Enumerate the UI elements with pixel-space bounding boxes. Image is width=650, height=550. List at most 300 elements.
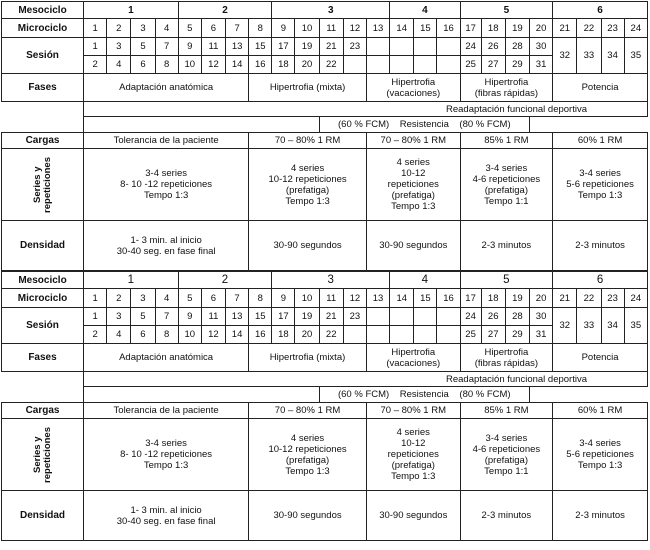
microciclo-cell: 6 — [201, 19, 225, 38]
fase-cell: Hipertrofia (mixta) — [249, 344, 367, 372]
sesion-cell: 8 — [155, 56, 178, 74]
sesion-cell: 16 — [249, 326, 272, 344]
sesion-cell: 20 — [295, 326, 319, 344]
sesion-cell: 33 — [577, 38, 601, 74]
cargas-cell: 70 – 80% 1 RM — [366, 133, 460, 149]
series-line: 5-6 repeticiones — [566, 179, 634, 190]
table-copy-top — [1, 1, 649, 271]
microciclo-cell: 4 — [155, 289, 178, 308]
densidad-cell — [84, 491, 249, 541]
microciclo-cell: 13 — [366, 19, 389, 38]
sesion-cell: 35 — [624, 38, 647, 74]
sesion-cell — [437, 308, 460, 326]
densidad-cell — [249, 491, 367, 541]
series-cell — [553, 419, 648, 491]
sesion-cell: 13 — [226, 308, 249, 326]
series-line: 10-12 — [401, 438, 426, 449]
fase-cell — [460, 74, 553, 102]
sesion-cell: 32 — [553, 38, 577, 74]
series-line: (prefatiga) — [391, 460, 435, 471]
sesion-cell: 2 — [84, 56, 107, 74]
microciclo-cell: 22 — [577, 289, 601, 308]
mesociclo-cell: 6 — [553, 272, 648, 289]
series-row — [2, 419, 648, 491]
sesion-cell — [390, 326, 414, 344]
densidad-label: Densidad — [2, 221, 84, 271]
sesion-cell: 18 — [272, 326, 295, 344]
sesion-cell — [437, 326, 460, 344]
densidad-line: 30-90 segundos — [379, 510, 448, 521]
microciclo-cell: 3 — [131, 19, 155, 38]
sesion-cell — [437, 38, 460, 56]
densidad-row — [2, 221, 648, 271]
mesociclo-cell: 2 — [178, 272, 272, 289]
microciclo-cell: 22 — [577, 19, 601, 38]
sesion-cell: 26 — [481, 308, 505, 326]
microciclo-row — [2, 19, 648, 38]
sesion-cell — [343, 326, 366, 344]
fcm-row — [2, 117, 648, 133]
fase-line: (vacaciones) — [386, 87, 441, 99]
series-cell — [460, 149, 553, 221]
mesociclo-cell: 3 — [272, 272, 390, 289]
densidad-line: 1- 3 min. al inicio — [130, 504, 202, 516]
series-cell — [249, 419, 367, 491]
series-line: 5-6 repeticiones — [566, 449, 634, 460]
sesion-cell: 10 — [178, 56, 201, 74]
fases-label: Fases — [2, 74, 84, 102]
blank-cell — [2, 117, 84, 133]
series-line: Tempo 1:3 — [391, 201, 436, 212]
sesion-row-top — [2, 308, 648, 326]
series-line: 3-4 series — [579, 438, 621, 449]
series-line: Tempo 1:1 — [484, 195, 529, 207]
sesion-cell: 7 — [155, 38, 178, 56]
series-line: Tempo 1:3 — [143, 190, 189, 201]
fase-line: (vacaciones) — [386, 357, 441, 369]
densidad-line: 30-90 segundos — [273, 510, 342, 521]
microciclo-cell: 12 — [343, 289, 366, 308]
sesion-cell: 17 — [272, 38, 295, 56]
sesion-cell: 19 — [295, 38, 319, 56]
series-line: 4 series — [396, 427, 430, 438]
sesion-cell: 25 — [460, 326, 481, 344]
sesion-row-bottom — [2, 326, 648, 344]
sesion-cell: 6 — [131, 56, 155, 74]
sesion-cell: 16 — [249, 56, 272, 74]
series-cell — [366, 149, 460, 221]
sesion-cell: 3 — [107, 38, 131, 56]
sesion-cell — [390, 56, 414, 74]
sesion-cell: 34 — [601, 308, 624, 344]
sesion-cell: 8 — [155, 326, 178, 344]
cargas-row — [2, 133, 648, 149]
cargas-row — [2, 403, 648, 419]
microciclo-cell: 12 — [343, 19, 366, 38]
fase-line: (fibras rápidas) — [474, 357, 539, 369]
sesion-cell: 20 — [295, 56, 319, 74]
mesociclo-cell: 4 — [390, 272, 460, 289]
sesion-cell — [366, 38, 389, 56]
sesion-cell: 32 — [553, 308, 577, 344]
microciclo-cell: 7 — [226, 289, 249, 308]
cargas-cell: 70 – 80% 1 RM — [366, 403, 460, 419]
microciclo-cell: 14 — [390, 289, 414, 308]
fcm-row — [2, 387, 648, 403]
series-line: Tempo 1:3 — [391, 471, 436, 482]
series-line: 3-4 series — [145, 438, 187, 449]
densidad-cell — [460, 491, 553, 541]
sesion-cell: 9 — [178, 308, 201, 326]
sesion-cell: 11 — [201, 38, 225, 56]
sesion-cell: 22 — [319, 56, 343, 74]
microciclo-cell: 23 — [601, 289, 624, 308]
microciclo-cell: 5 — [178, 19, 201, 38]
sesion-cell: 21 — [319, 38, 343, 56]
series-cell — [553, 149, 648, 221]
mesociclo-label: Mesociclo — [2, 272, 84, 289]
microciclo-cell: 7 — [226, 19, 249, 38]
fases-row — [2, 74, 648, 102]
series-cell — [249, 149, 367, 221]
sesion-cell: 10 — [178, 326, 201, 344]
series-line: 4 series — [396, 157, 430, 168]
sesion-row-bottom — [2, 56, 648, 74]
densidad-cell — [366, 221, 460, 271]
densidad-line: 30-90 segundos — [273, 240, 342, 251]
series-label-line: Series y — [31, 436, 43, 473]
cargas-cell: Tolerancia de la paciente — [84, 133, 249, 149]
readaptacion-cell: Readaptación funcional deportiva — [84, 102, 648, 117]
sesion-cell: 31 — [530, 56, 553, 74]
fase-cell: Potencia — [553, 344, 648, 372]
blank-cell — [529, 387, 647, 403]
microciclo-cell: 19 — [505, 19, 529, 38]
sesion-cell — [390, 38, 414, 56]
sesion-cell: 34 — [601, 38, 624, 74]
cargas-label: Cargas — [2, 133, 84, 149]
series-line: (prefatiga) — [484, 454, 529, 466]
series-line: 4 series — [290, 162, 325, 174]
sesion-cell — [414, 56, 437, 74]
series-line: 10-12 repeticiones — [268, 173, 347, 185]
densidad-cell — [553, 221, 648, 271]
sesion-cell: 35 — [624, 308, 647, 344]
sesion-cell: 26 — [481, 38, 505, 56]
series-label-line: Series y — [31, 166, 43, 203]
series-label-line: repeticiones — [41, 156, 53, 213]
sesion-cell: 27 — [481, 56, 505, 74]
densidad-cell — [84, 221, 249, 271]
microciclo-cell: 21 — [553, 289, 577, 308]
series-line: (prefatiga) — [285, 184, 330, 196]
microciclo-cell: 20 — [530, 19, 553, 38]
readaptacion-cell: Readaptación funcional deportiva — [84, 372, 648, 387]
training-plan-table — [1, 1, 648, 271]
microciclo-cell: 4 — [155, 19, 178, 38]
sesion-cell: 9 — [178, 38, 201, 56]
microciclo-row — [2, 289, 648, 308]
sesion-cell: 13 — [226, 38, 249, 56]
mesociclo-cell: 5 — [460, 272, 553, 289]
microciclo-cell: 9 — [272, 19, 295, 38]
densidad-line: 30-40 seg. en fase final — [116, 515, 216, 527]
sesion-cell: 14 — [226, 326, 249, 344]
sesion-cell: 12 — [201, 56, 225, 74]
series-cell — [460, 419, 553, 491]
sesion-label: Sesión — [2, 308, 84, 344]
sesion-row-top — [2, 38, 648, 56]
microciclo-cell: 20 — [529, 289, 552, 308]
microciclo-cell: 24 — [624, 19, 647, 38]
microciclo-cell: 10 — [295, 19, 319, 38]
document — [1, 1, 649, 548]
series-label — [2, 419, 84, 491]
sesion-cell: 30 — [530, 38, 553, 56]
densidad-line: 1- 3 min. al inicio — [130, 234, 202, 246]
series-line: 8- 10 -12 repeticiones — [120, 449, 213, 460]
sesion-cell: 4 — [107, 326, 131, 344]
series-label-line: repeticiones — [41, 426, 53, 483]
series-label — [2, 149, 84, 221]
series-line: repeticiones — [387, 179, 439, 190]
sesion-cell: 23 — [343, 38, 366, 56]
microciclo-label: Microciclo — [2, 289, 84, 308]
series-line: Tempo 1:3 — [577, 190, 623, 201]
blank-cell — [2, 372, 84, 387]
sesion-cell: 18 — [272, 56, 295, 74]
mesociclo-label: Mesociclo — [2, 2, 84, 19]
microciclo-cell: 17 — [460, 19, 481, 38]
sesion-cell: 5 — [131, 38, 155, 56]
microciclo-cell: 16 — [437, 289, 460, 308]
mesociclo-cell: 2 — [178, 2, 272, 19]
microciclo-cell: 9 — [272, 289, 295, 308]
cargas-cell: Tolerancia de la paciente — [84, 403, 249, 419]
microciclo-label: Microciclo — [2, 19, 84, 38]
sesion-cell — [366, 56, 389, 74]
microciclo-cell: 10 — [295, 289, 319, 308]
densidad-line: 2-3 minutos — [481, 240, 532, 251]
mesociclo-cell: 1 — [84, 272, 179, 289]
mesociclo-cell: 3 — [272, 2, 390, 19]
sesion-cell — [437, 56, 460, 74]
microciclo-cell: 21 — [553, 19, 577, 38]
fase-cell — [460, 344, 553, 372]
microciclo-cell: 16 — [437, 19, 460, 38]
fase-line: Hipertrofia — [484, 76, 529, 88]
cargas-label: Cargas — [2, 403, 84, 419]
densidad-line: 2-3 minutos — [575, 240, 625, 251]
fases-row — [2, 344, 648, 372]
series-line: 3-4 series — [485, 162, 528, 174]
sesion-cell: 11 — [201, 308, 225, 326]
sesion-cell: 17 — [272, 308, 295, 326]
densidad-line: 30-90 segundos — [379, 240, 448, 251]
densidad-cell — [460, 221, 553, 271]
sesion-cell — [414, 308, 437, 326]
sesion-cell: 24 — [460, 38, 481, 56]
densidad-label: Densidad — [2, 491, 84, 541]
mesociclo-row — [2, 2, 648, 19]
microciclo-cell: 23 — [601, 19, 624, 38]
fase-cell: Potencia — [553, 74, 648, 102]
microciclo-cell: 2 — [107, 289, 131, 308]
sesion-cell: 7 — [155, 308, 178, 326]
sesion-cell: 14 — [226, 56, 249, 74]
fase-line: Hipertrofia — [391, 346, 436, 358]
blank-cell — [530, 117, 648, 133]
cargas-cell: 60% 1 RM — [553, 133, 648, 149]
fase-line: Hipertrofia — [391, 76, 436, 88]
fcm-cell: (60 % FCM) Resistencia (80 % FCM) — [319, 117, 529, 133]
microciclo-cell: 8 — [249, 19, 272, 38]
mesociclo-cell: 4 — [390, 2, 460, 19]
sesion-cell: 5 — [131, 308, 155, 326]
series-line: Tempo 1:3 — [285, 465, 330, 477]
fase-cell: Hipertrofia (mixta) — [249, 74, 367, 102]
fase-cell — [366, 344, 460, 372]
microciclo-cell: 15 — [414, 19, 437, 38]
mesociclo-cell: 6 — [553, 2, 648, 19]
mesociclo-row — [2, 272, 648, 289]
sesion-cell: 33 — [577, 308, 601, 344]
sesion-cell — [343, 56, 366, 74]
sesion-cell: 19 — [295, 308, 319, 326]
cargas-cell: 70 – 80% 1 RM — [249, 133, 367, 149]
blank-cell — [84, 387, 320, 403]
sesion-cell: 6 — [131, 326, 155, 344]
series-cell — [84, 149, 249, 221]
series-line: 4-6 repeticiones — [472, 173, 541, 185]
readaptacion-row — [2, 372, 648, 387]
microciclo-cell: 18 — [481, 19, 505, 38]
series-line: Tempo 1:3 — [143, 460, 189, 471]
microciclo-cell: 17 — [460, 289, 481, 308]
cargas-cell: 85% 1 RM — [460, 403, 553, 419]
sesion-label: Sesión — [2, 38, 84, 74]
cargas-cell: 85% 1 RM — [460, 133, 553, 149]
densidad-line: 2-3 minutos — [575, 510, 625, 521]
series-line: (prefatiga) — [391, 190, 435, 201]
microciclo-cell: 3 — [131, 289, 155, 308]
sesion-cell — [366, 308, 389, 326]
cargas-cell: 70 – 80% 1 RM — [249, 403, 367, 419]
series-cell — [84, 419, 249, 491]
series-line: 10-12 — [401, 168, 426, 179]
sesion-cell: 29 — [505, 326, 529, 344]
microciclo-cell: 15 — [414, 289, 437, 308]
series-line: (prefatiga) — [285, 454, 330, 466]
fase-cell — [366, 74, 460, 102]
sesion-cell: 23 — [343, 308, 366, 326]
series-line: repeticiones — [387, 449, 439, 460]
microciclo-cell: 24 — [624, 289, 647, 308]
densidad-cell — [553, 491, 648, 541]
series-row — [2, 149, 648, 221]
microciclo-cell: 5 — [178, 289, 201, 308]
microciclo-cell: 11 — [319, 19, 343, 38]
densidad-cell — [249, 221, 367, 271]
series-line: (prefatiga) — [484, 184, 529, 196]
sesion-cell: 28 — [505, 38, 529, 56]
microciclo-cell: 11 — [319, 289, 343, 308]
densidad-cell — [366, 491, 460, 541]
sesion-cell — [414, 326, 437, 344]
fase-line: Hipertrofia — [484, 346, 529, 358]
sesion-cell: 15 — [249, 38, 272, 56]
sesion-cell: 27 — [481, 326, 505, 344]
microciclo-cell: 14 — [390, 19, 414, 38]
microciclo-cell: 19 — [505, 289, 529, 308]
blank-cell — [84, 117, 320, 133]
microciclo-cell: 2 — [107, 19, 131, 38]
fase-line: (fibras rápidas) — [474, 87, 539, 99]
series-line: 3-4 series — [145, 168, 187, 179]
sesion-cell: 1 — [84, 38, 107, 56]
training-plan-table — [1, 271, 648, 541]
series-line: 3-4 series — [485, 432, 528, 444]
sesion-cell: 21 — [319, 308, 343, 326]
sesion-cell: 1 — [84, 308, 107, 326]
fase-cell: Adaptación anatómica — [84, 74, 249, 102]
series-line: 4-6 repeticiones — [472, 443, 541, 455]
sesion-cell: 12 — [201, 326, 225, 344]
series-line: 3-4 series — [579, 168, 621, 179]
table-copy-bottom — [1, 271, 649, 541]
fcm-cell: (60 % FCM) Resistencia (80 % FCM) — [319, 387, 529, 403]
series-line: 8- 10 -12 repeticiones — [120, 179, 213, 190]
densidad-row — [2, 491, 648, 541]
microciclo-cell: 18 — [481, 289, 505, 308]
series-line: Tempo 1:3 — [285, 195, 330, 207]
sesion-cell: 24 — [460, 308, 481, 326]
fases-label: Fases — [2, 344, 84, 372]
series-line: Tempo 1:3 — [577, 460, 623, 471]
sesion-cell: 25 — [460, 56, 481, 74]
sesion-cell — [414, 38, 437, 56]
densidad-line: 30-40 seg. en fase final — [116, 245, 216, 257]
fase-cell: Adaptación anatómica — [84, 344, 249, 372]
cargas-cell: 60% 1 RM — [553, 403, 648, 419]
mesociclo-cell: 1 — [84, 2, 179, 19]
sesion-cell: 4 — [107, 56, 131, 74]
series-line: Tempo 1:1 — [484, 465, 529, 477]
sesion-cell: 2 — [84, 326, 107, 344]
blank-cell — [2, 102, 84, 117]
sesion-cell — [366, 326, 389, 344]
sesion-cell: 3 — [107, 308, 131, 326]
series-line: 4 series — [290, 432, 325, 444]
mesociclo-cell: 5 — [460, 2, 553, 19]
microciclo-cell: 1 — [84, 19, 107, 38]
sesion-cell — [390, 308, 414, 326]
series-line: 10-12 repeticiones — [268, 443, 347, 455]
sesion-cell: 22 — [319, 326, 343, 344]
microciclo-cell: 8 — [249, 289, 272, 308]
sesion-cell: 28 — [505, 308, 529, 326]
blank-cell — [2, 387, 84, 403]
microciclo-cell: 13 — [366, 289, 389, 308]
microciclo-cell: 6 — [201, 289, 225, 308]
microciclo-cell: 1 — [84, 289, 107, 308]
sesion-cell: 30 — [529, 308, 552, 326]
sesion-cell: 31 — [529, 326, 552, 344]
sesion-cell: 15 — [249, 308, 272, 326]
series-cell — [366, 419, 460, 491]
densidad-line: 2-3 minutos — [481, 510, 532, 521]
sesion-cell: 29 — [505, 56, 529, 74]
